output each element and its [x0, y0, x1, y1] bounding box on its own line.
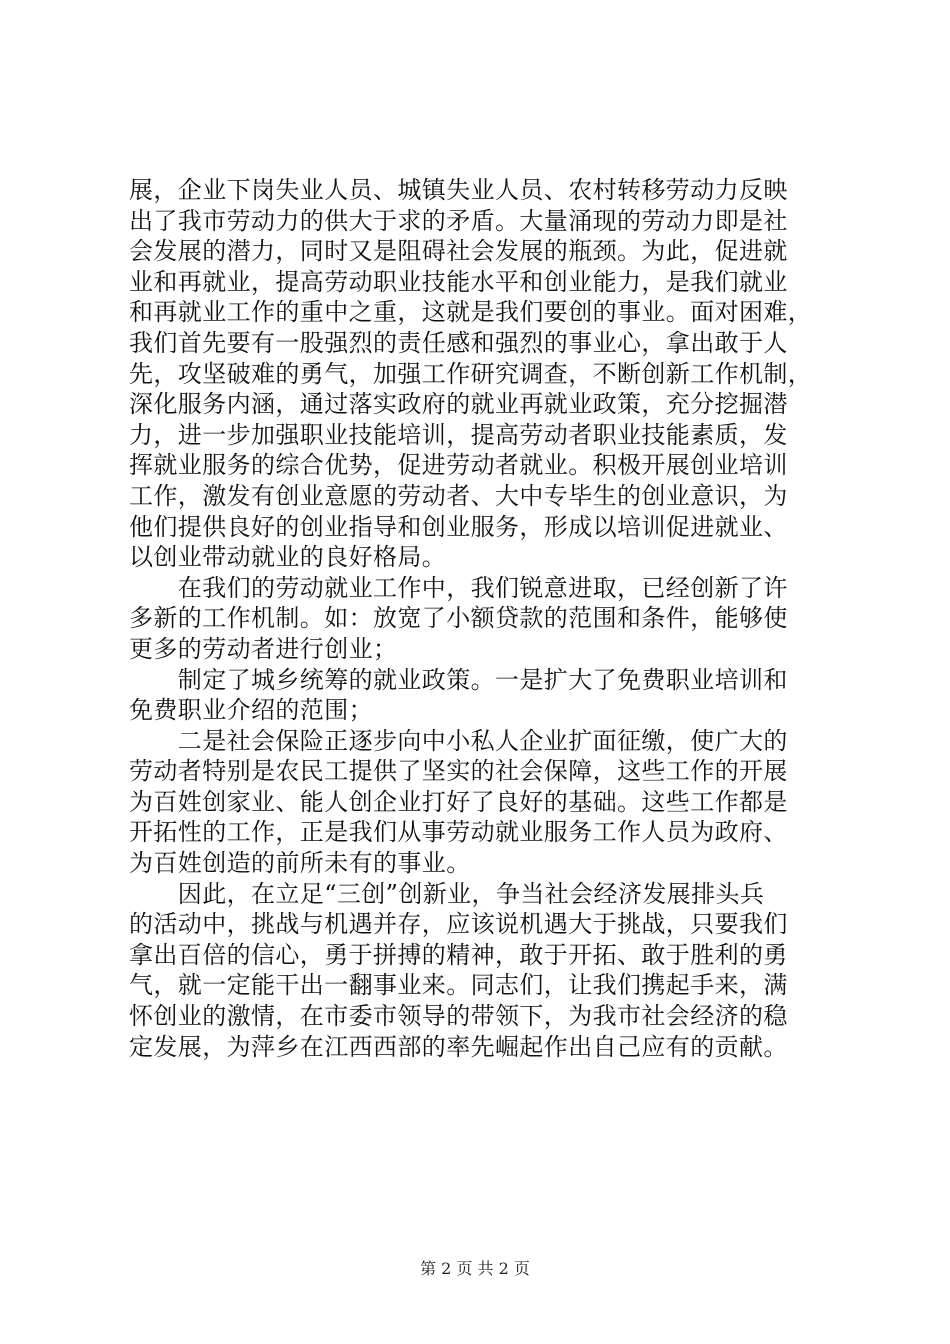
text-line: 怀创业的激情，在市委市领导的带领下，为我市社会经济的稳 [129, 1002, 788, 1031]
text-line: 出了我市劳动力的供大于求的矛盾。大量涌现的劳动力即是社 [129, 206, 788, 235]
text-line: 的活动中，挑战与机遇并存，应该说机遇大于挑战，只要我们 [129, 910, 788, 939]
text-line: 因此，在立足“三创”创新业，争当社会经济发展排头兵 [129, 879, 765, 908]
text-line: 开拓性的工作，正是我们从事劳动就业服务工作人员为政府、 [129, 818, 788, 847]
text-line: 免费职业介绍的范围； [129, 696, 373, 725]
text-line: 更多的劳动者进行创业； [129, 634, 398, 663]
text-line: 为百姓创造的前所未有的事业。 [129, 849, 471, 878]
text-line: 拿出百倍的信心，勇于拼搏的精神，敢于开拓、敢于胜利的勇 [129, 940, 788, 969]
text-line: 先，攻坚破难的勇气，加强工作研究调查，不断创新工作机制， [129, 359, 813, 388]
text-line: 以创业带动就业的良好格局。 [129, 543, 447, 572]
text-line: 深化服务内涵，通过落实政府的就业再就业政策，充分挖掘潜 [129, 390, 788, 419]
text-line: 制定了城乡统筹的就业政策。一是扩大了免费职业培训和 [129, 665, 788, 694]
text-line: 我们首先要有一股强烈的责任感和强烈的事业心，拿出敢于人 [129, 328, 788, 357]
body-text [129, 175, 829, 1062]
text-line: 力，进一步加强职业技能培训，提高劳动者职业技能素质，发 [129, 420, 788, 449]
text-line: 展，企业下岗失业人员、城镇失业人员、农村转移劳动力反映 [129, 176, 788, 204]
text-line: 他们提供良好的创业指导和创业服务，形成以培训促进就业、 [129, 512, 788, 541]
text-line: 气，就一定能干出一翻事业来。同志们，让我们携起手来，满 [129, 971, 788, 1000]
text-line: 和再就业工作的重中之重，这就是我们要创的事业。面对困难， [129, 298, 813, 327]
text-line: 业和再就业，提高劳动职业技能水平和创业能力，是我们就业 [129, 267, 788, 296]
text-line: 为百姓创家业、能人创企业打好了良好的基础。这些工作都是 [129, 787, 788, 816]
text-line: 工作，激发有创业意愿的劳动者、大中专毕生的创业意识，为 [129, 481, 788, 510]
text-line: 在我们的劳动就业工作中，我们锐意进取，已经创新了许 [129, 573, 788, 602]
text-line: 会发展的潜力，同时又是阻碍社会发展的瓶颈。为此，促进就 [129, 237, 788, 266]
text-line: 劳动者特别是农民工提供了坚实的社会保障，这些工作的开展 [129, 757, 788, 786]
text-line: 定发展，为萍乡在江西西部的率先崛起作出自己应有的贡献。 [129, 1032, 788, 1061]
text-line: 二是社会保险正逐步向中小私人企业扩面征缴，使广大的 [129, 726, 788, 755]
text-line: 挥就业服务的综合优势，促进劳动者就业。积极开展创业培训 [129, 451, 788, 480]
page-footer: 第 2 页 共 2 页 [420, 1259, 530, 1278]
text-line: 多新的工作机制。如：放宽了小额贷款的范围和条件，能够使 [129, 604, 788, 633]
